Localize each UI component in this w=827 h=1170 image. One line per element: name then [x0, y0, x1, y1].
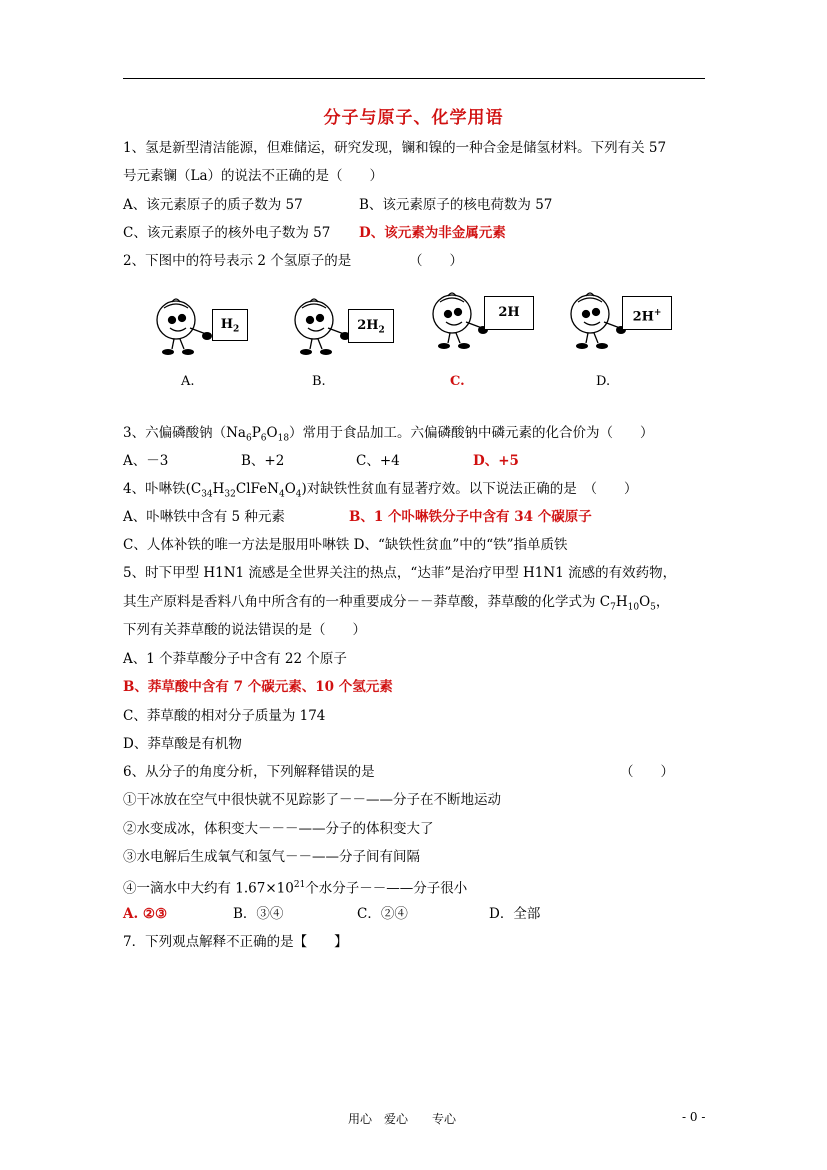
q1-option-c: C、该元素原子的核外电子数为 57 [123, 225, 331, 241]
q6-option-b: B．③④ [233, 906, 284, 922]
q6-item-4: ④一滴水中大约有 $1.67\times 10^{21}$个水分子－－——分子很小 [123, 880, 468, 897]
q5-option-a: A、1 个莽草酸分子中含有 22 个原子 [123, 651, 347, 667]
q4-option-cd: C、人体补铁的唯一方法是服用卟啉铁 D、“缺铁性贫血”中的“铁”指单质铁 [123, 537, 568, 553]
q4-stem: 4、卟啉铁$(C_{34}H_{32}ClFeN_4O_4)$对缺铁性贫血有显著疗效。以下说法正确的是 （ ） [123, 481, 638, 500]
q5-option-c: C、莽草酸的相对分子质量为 174 [123, 708, 326, 724]
q2-sign-d: 2H+ [622, 296, 672, 330]
q2-stem: 2、下图中的符号表示 2 个氢原子的是 [123, 253, 352, 269]
q2-label-d: D. [596, 374, 611, 389]
q6-paren: （ ） [620, 764, 674, 780]
q2-figure-row [150, 288, 670, 398]
q2-label-a: A. [181, 374, 195, 389]
q6-option-a-answer: A. ②③ [123, 906, 168, 922]
q2-paren: （ ） [409, 253, 463, 269]
q2-figure-c [426, 288, 556, 368]
q6-stem: 6、从分子的角度分析，下列解释错误的是 [123, 764, 375, 780]
q6-item-2: ②水变成冰，体积变大－－－——分子的体积变大了 [123, 821, 434, 837]
q1-line2: 号元素镧（La）的说法不正确的是（ ） [123, 168, 384, 184]
q2-figure-a [150, 294, 280, 374]
q1-option-d-answer: D、该元素为非金属元素 [359, 225, 506, 241]
q2-figure-b [288, 294, 418, 374]
page-number: - 0 - [682, 1110, 706, 1124]
q7-stem: 7．下列观点解释不正确的是【 】 [123, 934, 348, 950]
document-title: 分子与原子、化学用语 [323, 108, 504, 128]
header-rule [123, 78, 705, 79]
q4-option-a: A、卟啉铁中含有 5 种元素 [123, 509, 285, 525]
q3-option-d-answer: D、+5 [473, 453, 519, 469]
q6-item-3: ③水电解后生成氧气和氢气－－——分子间有间隔 [123, 849, 420, 865]
q1-option-a: A、该元素原子的质子数为 57 [123, 197, 303, 213]
q3-option-b: B、+2 [241, 453, 285, 469]
q3-option-c: C、+4 [356, 453, 400, 469]
q6-option-d: D．全部 [489, 906, 541, 922]
q5-line1: 5、时下甲型 H1N1 流感是全世界关注的热点，“达菲”是治疗甲型 H1N1 流感的有效药物， [123, 565, 677, 581]
q6-option-c: C．②④ [357, 906, 408, 922]
q2-label-c-answer: C. [450, 374, 465, 389]
q2-sign-c: 2H [484, 296, 534, 330]
q6-item-1: ①干冰放在空气中很快就不见踪影了－－——分子在不断地运动 [123, 792, 501, 808]
q5-option-d: D、莽草酸是有机物 [123, 736, 242, 752]
q4-option-b-answer: B、1 个卟啉铁分子中含有 34 个碳原子 [349, 509, 592, 525]
q2-figure-d [564, 288, 694, 368]
q2-sign-a: $H_2$ [212, 309, 248, 341]
q5-option-b-answer: B、莽草酸中含有 7 个碳元素、10 个氢元素 [123, 679, 393, 695]
q3-stem: 3、六偏磷酸钠$(Na_6P_6O_{18})$常用于食品加工。六偏磷酸钠中磷元素的化合价为（ ） [123, 425, 654, 444]
q1-option-b: B、该元素原子的核电荷数为 57 [359, 197, 553, 213]
q1-line1: 1、氢是新型清洁能源，但难储运，研究发现，镧和镍的一种合金是储氢材料。下列有关 57 [123, 140, 667, 156]
q5-line2: 其生产原料是香料八角中所含有的一种重要成分－－莽草酸，莽草酸的化学式为 $C_7H_{10}O_5$， [123, 594, 670, 613]
footer-text: 用心 爱心 专心 [348, 1112, 457, 1126]
cartoon-character-icon [150, 294, 220, 364]
q5-line3: 下列有关莽草酸的说法错误的是（ ） [123, 622, 366, 638]
q3-option-a: A、－3 [123, 453, 169, 469]
q2-label-b: B. [312, 374, 326, 389]
q2-sign-b: $2H_2$ [348, 309, 394, 343]
